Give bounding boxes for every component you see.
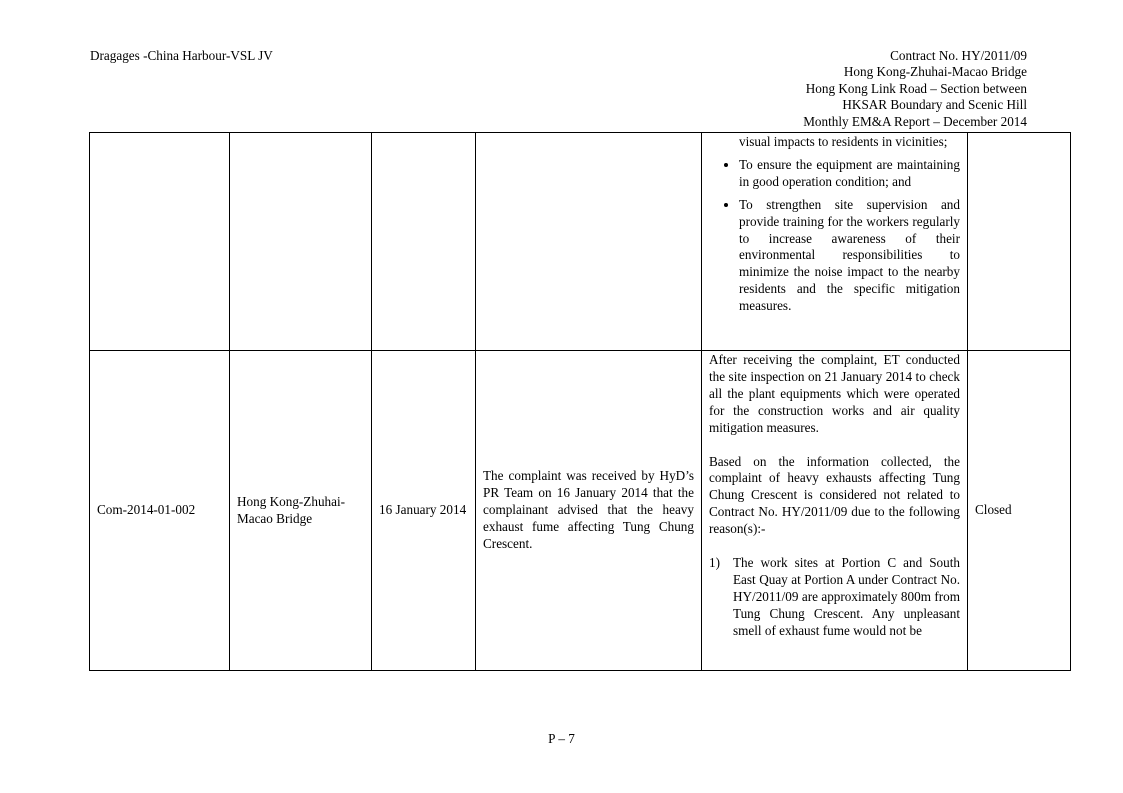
section-extent: HKSAR Boundary and Scenic Hill: [842, 97, 1027, 113]
table-row: [90, 133, 1071, 351]
reason-item: [709, 555, 960, 640]
list-item: • To strengthen site supervision and provide training for the workers regularly to increase awareness of their environmental responsibilities to minimize the noise impact to the nearby residents and the specific mitigation measures.: [739, 197, 960, 315]
reason-number: 1): [709, 555, 720, 571]
report-title: Monthly EM&A Report – December 2014: [803, 113, 1027, 129]
page-number: P – 7: [548, 731, 575, 746]
complaint-log-table: [89, 132, 1071, 671]
investigation-paragraph: After receiving the complaint, ET conducted the site inspection on 21 January 2014 to check all the plant equipments which were operated for the construction works and air quality mitigation measures.: [709, 352, 960, 435]
complaint-location: Hong Kong-Zhuhai-Macao Bridge: [230, 351, 372, 671]
complaint-id: Com-2014-01-002: [90, 351, 230, 671]
section-name: Hong Kong Link Road – Section between: [805, 80, 1027, 96]
contract-number: Contract No. HY/2011/09: [890, 48, 1027, 63]
investigation-paragraph: Based on the information collected, the complaint of heavy exhausts affecting Tung Chung Crescent is considered not related to Contract No. HY/2011/09 due to the following reason(s):-: [709, 453, 960, 537]
id-cell: [90, 133, 230, 351]
project-name: Hong Kong-Zhuhai-Macao Bridge: [843, 64, 1027, 80]
report-header: [803, 48, 1027, 130]
date-cell: [372, 133, 476, 351]
location-cell: [230, 133, 372, 351]
list-item: • To ensure the equipment are maintaining in good operation condition; and: [739, 157, 960, 191]
status-cell: [968, 133, 1071, 351]
action-cell: [702, 133, 968, 351]
investigation-cell: [702, 351, 968, 671]
complaint-status: Closed: [968, 351, 1071, 671]
table-row: [90, 351, 1071, 671]
complaint-date: 16 January 2014: [372, 351, 476, 671]
contractor-name: Dragages -China Harbour-VSL JV: [90, 48, 273, 63]
description-cell: [476, 133, 702, 351]
list-item: visual impacts to residents in vicinities;: [739, 134, 948, 149]
mitigation-list: [709, 134, 960, 315]
complaint-description: The complaint was received by HyD’s PR Team on 16 January 2014 that the complainant advised that the heavy exhaust fume affecting Tung Chung Crescent.: [476, 351, 702, 671]
reason-text: The work sites at Portion C and South East Quay at Portion A under Contract No. HY/2011/09 are approximately 800m from Tung Chung Crescent. Any unpleasant smell of exhaust fume would not be: [733, 555, 960, 638]
